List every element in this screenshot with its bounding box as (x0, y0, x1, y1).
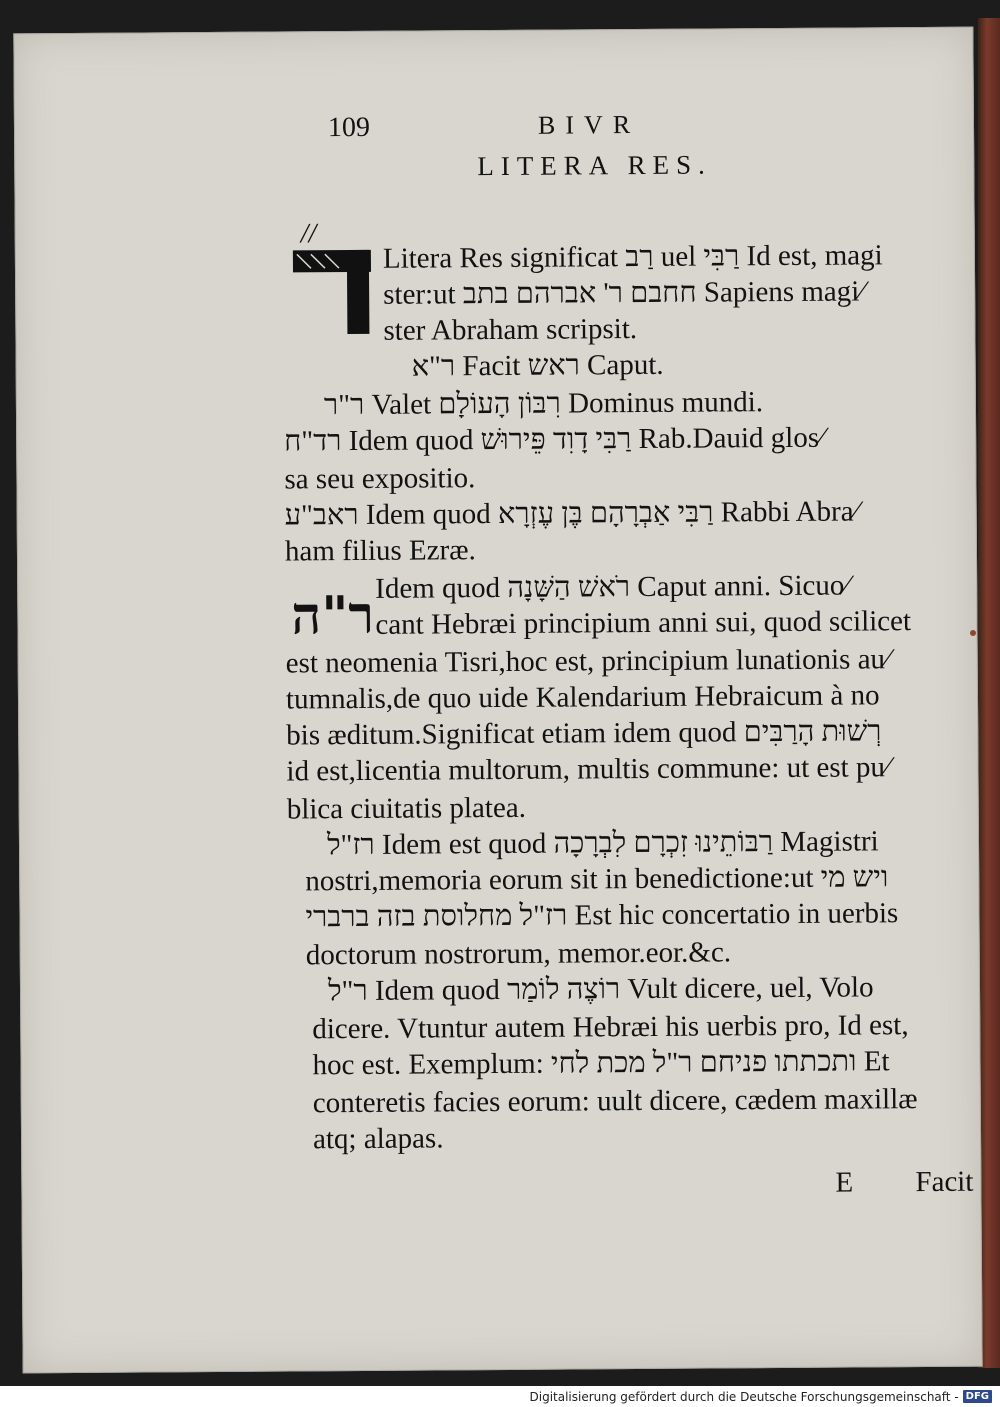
text-line: sa seu expositio. (284, 462, 476, 496)
text-line: hoc est. Exemplum: ותכתתו פניחם ר"ל מכת לחי Et (312, 1045, 890, 1082)
text-line: ראב"ע Idem quod רַבִּי אַבְרָהָם בֶּן עֶזְרָא Rabbi Abra⁄ (284, 495, 859, 532)
text-line: Litera Res significat רַב uel רַבִּי Id est, magi (382, 239, 883, 275)
text-line: id est,licentia multorum, multis commune: ut est pu⁄ (286, 751, 890, 788)
page-header (270, 108, 980, 153)
page-stain (970, 630, 976, 636)
text-line: conteretis facies eorum: uult dicere, cædem maxillæ (312, 1083, 918, 1120)
text-line: est neomenia Tisri,hoc est, principium lunationis au⁄ (285, 643, 890, 680)
text-line: atq; alapas. (312, 1122, 444, 1156)
text-block (270, 108, 980, 1199)
abbreviation-rosh-hashana: ר"ה (291, 584, 375, 647)
text-line: ster:ut חחבם ר' אברהם בתב Sapiens magi⁄ (383, 275, 865, 311)
drop-cap-mark: // (300, 218, 317, 250)
footer-bar (0, 1386, 1000, 1407)
text-line: רז"ל Idem est quod רַבּוֹתֵינוּ זִכְרָם לִבְרָכָה Magistri (326, 825, 879, 862)
text-line: blica ciuitatis platea. (286, 791, 527, 826)
running-head: BIVR (537, 109, 641, 140)
text-line: bis æditum.Significat etiam idem quod רְשׁוּת הָרַבִּים (286, 715, 882, 752)
book-binding-edge (978, 18, 1000, 1368)
text-line: dicere. Vtuntur autem Hebræi his uerbis pro, Id est, (312, 1009, 909, 1046)
text-line: tumnalis,de quo uide Kalendarium Hebraicum à no (285, 679, 880, 716)
text-line: רד"ח Idem quod רַבִּי דָוִד פֵּירוּשׁ Rab.Dauid glos⁄ (284, 421, 825, 458)
catchword: Facit (915, 1165, 974, 1199)
section-title: LITERA RES. (477, 149, 712, 182)
text-line: ר"א Facit ראש Caput. (411, 348, 664, 383)
dfg-logo: DFG (963, 1390, 992, 1403)
signature-mark: E (835, 1166, 854, 1199)
text-line: ר"ל Idem quod רוֹצֶה לוֹמַר Vult dicere, uel, Volo (327, 971, 874, 1008)
text-line: nostri,memoria eorum sit in benedictione:ut ויש מי (305, 861, 889, 898)
footer-credit: Digitalisierung gefördert durch die Deutsche Forschungsgemeinschaft - (529, 1389, 959, 1404)
text-line: ham filius Ezræ. (284, 534, 476, 568)
page-number: 109 (327, 111, 371, 144)
text-line: Idem quod רֹאשׁ הַשָּׁנָה Caput anni. Sicuo⁄ (375, 569, 850, 605)
book-page (13, 27, 982, 1374)
text-line: רז"ל מחלוסת בזה ברברי Est hic concertatio in uerbis (305, 897, 899, 934)
text-line: cant Hebræi principium anni sui, quod scilicet (375, 605, 912, 641)
drop-cap-resh-icon (291, 244, 376, 337)
text-line: ster Abraham scripsit. (383, 313, 638, 347)
text-line: doctorum nostrorum, memor.eor.&c. (305, 936, 732, 972)
text-line: ר"ר Valet רִבּוֹן הָעוֹלָם Dominus mundi. (323, 386, 764, 422)
